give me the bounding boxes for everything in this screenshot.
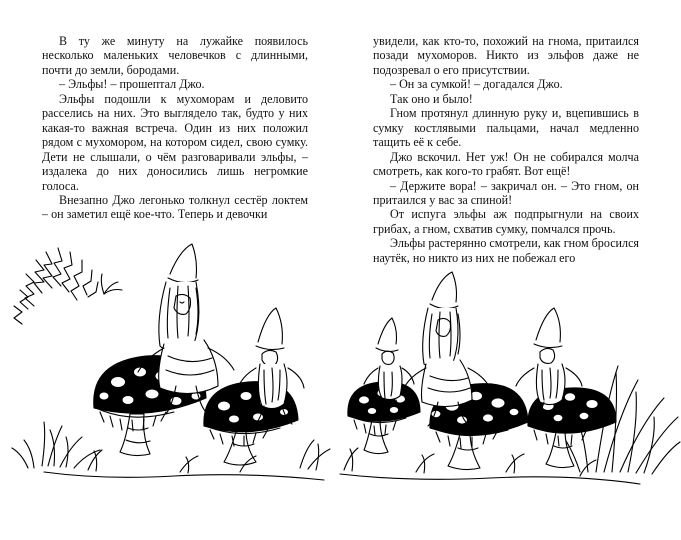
left-text-column xyxy=(42,34,308,265)
small-plant-left xyxy=(101,274,122,294)
paragraph: Эльфы растерянно смотрели, как гном бросился наутёк, но никто из них не побежал его xyxy=(373,236,639,265)
grass-cluster-left xyxy=(12,422,100,468)
illustration-artwork xyxy=(12,244,330,480)
paragraph: Джо вскочил. Нет уж! Он не собирался молча смотреть, как кого-то грабят. Вот ещё! xyxy=(373,149,639,179)
spiky-leaves-left xyxy=(14,248,98,324)
ground-grass-left xyxy=(44,440,330,480)
paragraph: – Эльфы! – прошептал Джо. xyxy=(59,77,205,92)
paragraph: Так оно и было! xyxy=(390,91,473,106)
paragraph: Гном протянул длинную руку и, вцепившись в сумку костлявыми пальцами, начал медленно тащить её к себе. xyxy=(373,106,639,150)
illustration xyxy=(0,236,681,504)
paragraph: Внезапно Джо легонько толкнул сестёр локтем – он заметил ещё кое-что. Теперь и девочки xyxy=(42,192,308,222)
illustration-artwork-right xyxy=(340,272,680,484)
paragraph: – Он за сумкой! – догадался Джо. xyxy=(390,77,563,92)
paragraph: От испуга эльфы аж подпрыгнули на своих грибах, а гном, схватив сумку, помчался прочь. xyxy=(373,207,639,236)
text-columns xyxy=(0,34,681,265)
right-text-column xyxy=(373,34,639,265)
paragraph: Эльфы подошли к мухоморам и деловито расселись на них. Это выглядело так, будто у них какая-то важная встреча. Один из них положил рядом с мухомором, на котором сидел, свою сумку. Дети не слышали, о чём разговаривали эльфы, – издалека до них доносились лишь негромкие голоса. xyxy=(42,91,308,193)
paragraph: – Держите вора! – закричал он. – Это гном, он притаился у вас за спиной! xyxy=(373,178,639,207)
paragraph: В ту же минуту на лужайке появилось несколько маленьких человечков с длинными, почти до земли, бородами. xyxy=(42,34,308,77)
paragraph: увидели, как кто-то, похожий на гнома, притаился позади мухоморов. Никто из эльфов даже не подозревал о его присутствии. xyxy=(373,34,639,77)
